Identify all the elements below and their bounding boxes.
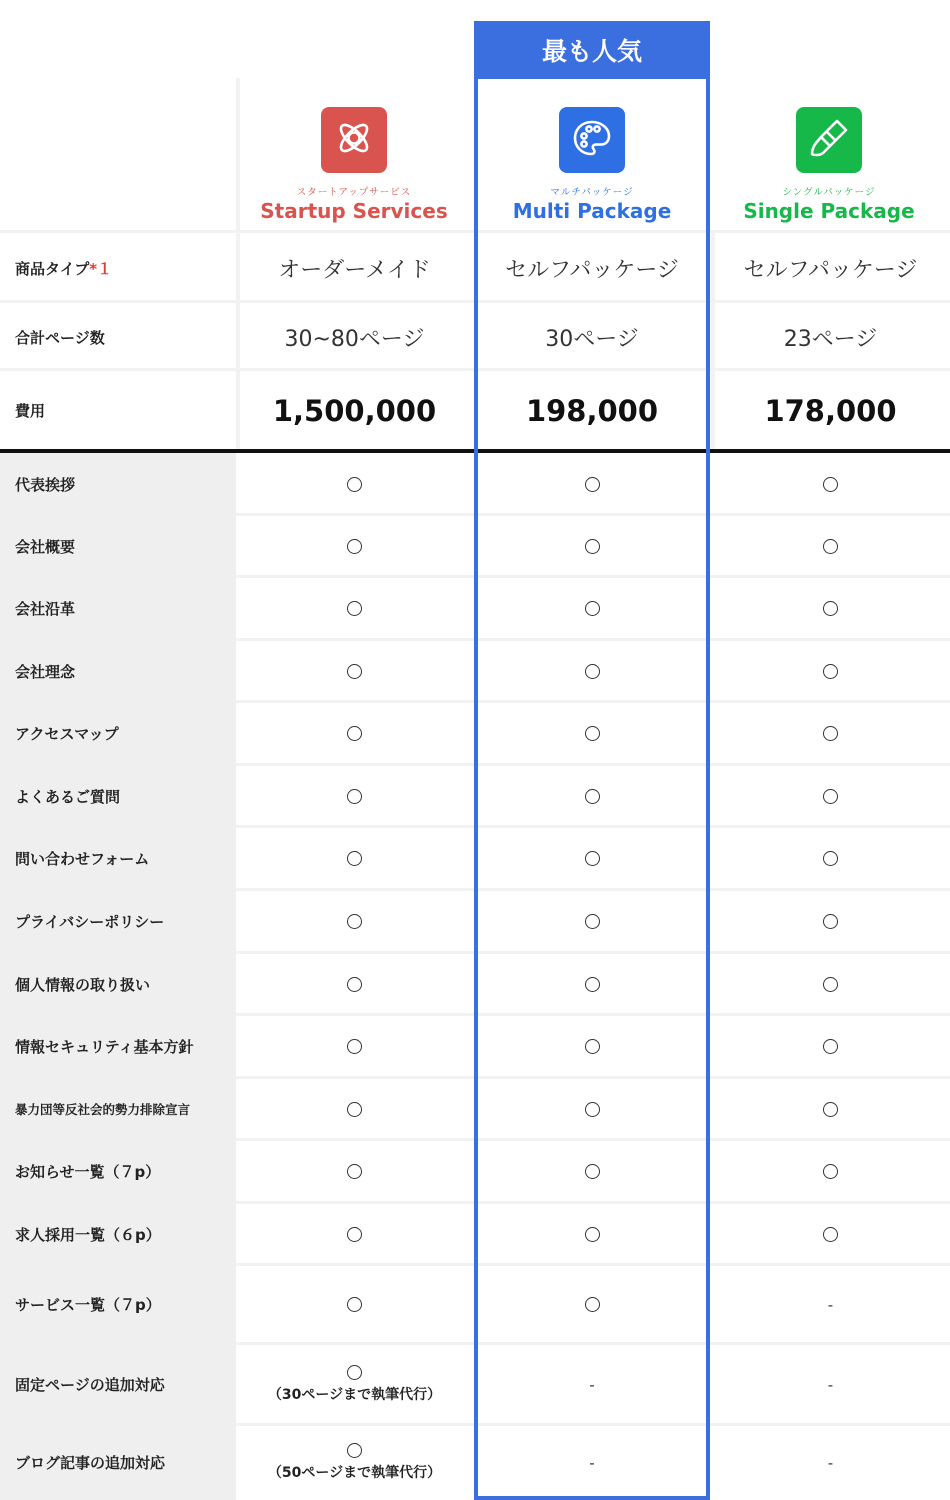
column-divider [236,371,240,450]
included-circle-icon [347,1164,362,1179]
row-label [0,233,236,303]
row-label [0,303,236,371]
feature-note: （50ページまで執筆代行） [267,1465,442,1481]
included-circle-icon [823,1102,838,1117]
feature-availability [474,453,710,515]
feature-availability [474,953,710,1015]
included-circle-icon [823,1164,838,1179]
included-circle-icon [347,789,362,804]
plan-price: 178,000 [764,393,897,428]
footnote-mark: *１ [89,259,113,278]
feature-availability [474,640,710,702]
included-circle-icon [823,664,838,679]
feature-availability [236,1078,473,1140]
not-included-dash: - [827,1453,834,1472]
feature-availability [474,890,710,953]
feature-availability [474,827,710,890]
feature-availability [711,1140,950,1203]
feature-availability [236,640,473,702]
plan-value: 30~80ページ [284,326,425,352]
included-circle-icon [585,977,600,992]
not-included-dash: - [589,1375,595,1394]
feature-availability [236,453,473,515]
included-circle-icon [585,914,600,929]
feature-availability [711,827,950,890]
feature-label: サービス一覧（７p） [0,1265,236,1344]
plan-logo [559,107,625,173]
included-circle-icon [347,1297,362,1312]
included-circle-icon [585,477,600,492]
included-circle-icon [347,1039,362,1054]
feature-availability [236,1015,473,1078]
included-circle-icon [585,664,600,679]
column-divider [236,233,240,303]
brush-icon [807,116,851,164]
included-circle-icon [347,539,362,554]
included-circle-icon [585,789,600,804]
column-divider [474,233,478,303]
column-divider [236,78,240,233]
feature-availability [474,1015,710,1078]
column-divider [711,233,715,303]
feature-label: 個人情報の取り扱い [0,953,236,1015]
feature-availability [711,702,950,765]
feature-availability [711,640,950,702]
feature-availability [711,890,950,953]
feature-availability [474,1344,710,1425]
column-divider [711,371,715,450]
feature-availability [711,453,950,515]
column-divider [474,303,478,371]
plan-value: セルフパッケージ [743,257,918,283]
feature-availability [236,1425,473,1500]
feature-availability [474,1140,710,1203]
plan-logo [321,107,387,173]
feature-label: 代表挨拶 [0,453,236,515]
feature-availability [711,1265,950,1344]
feature-availability [474,765,710,827]
most-popular-label: 最も人気 [541,37,642,66]
feature-availability [236,1203,473,1265]
feature-label: 会社概要 [0,515,236,577]
feature-label: お知らせ一覧（７p） [0,1140,236,1203]
feature-availability [474,1203,710,1265]
included-circle-icon [347,977,362,992]
feature-availability [711,765,950,827]
plan-name: Multi Package [512,199,672,223]
column-divider [474,371,478,450]
feature-label: プライバシーポリシー [0,890,236,953]
feature-availability [474,577,710,640]
feature-label: 情報セキュリティ基本方針 [0,1015,236,1078]
row-label-text: 合計ページ数 [15,328,105,347]
included-circle-icon [585,1164,600,1179]
feature-label: よくあるご質問 [0,765,236,827]
feature-availability [474,515,710,577]
included-circle-icon [823,601,838,616]
feature-availability [236,1344,473,1425]
feature-availability [711,515,950,577]
plan-name: Startup Services [260,199,448,223]
included-circle-icon [347,1102,362,1117]
included-circle-icon [823,539,838,554]
included-circle-icon [823,1039,838,1054]
not-included-dash: - [827,1375,834,1394]
included-circle-icon [823,851,838,866]
plan-header-3 [711,100,947,230]
included-circle-icon [347,601,362,616]
feature-availability [474,1265,710,1344]
column-divider [711,303,715,371]
feature-availability [236,515,473,577]
plan-value: 30ページ [545,326,639,352]
included-circle-icon [347,1365,362,1380]
plan-value: 23ページ [783,326,878,352]
plan-price: 198,000 [525,393,659,428]
not-included-dash: - [827,1295,834,1314]
included-circle-icon [823,977,838,992]
plan-name: Single Package [743,199,915,223]
included-circle-icon [585,539,600,554]
included-circle-icon [347,914,362,929]
feature-label: 会社沿革 [0,577,236,640]
feature-availability [236,1265,473,1344]
row-label-text: 費用 [15,402,46,420]
feature-availability [236,702,473,765]
included-circle-icon [347,1443,362,1458]
included-circle-icon [823,789,838,804]
plan-value: セルフパッケージ [505,257,679,283]
most-popular-banner [474,21,710,79]
plan-price: 1,500,000 [272,393,437,428]
palette-icon [570,116,614,164]
feature-label: 問い合わせフォーム [0,827,236,890]
feature-availability [711,1425,950,1500]
plan-value: オーダーメイド [278,257,431,283]
included-circle-icon [823,726,838,741]
feature-availability [711,1078,950,1140]
plan-subtitle: シングルパッケージ [782,187,876,198]
feature-label: 求人採用一覧（６p） [0,1203,236,1265]
included-circle-icon [347,851,362,866]
feature-availability [236,953,473,1015]
column-divider [236,303,240,371]
feature-availability [236,577,473,640]
included-circle-icon [585,1227,600,1242]
feature-label: ブログ記事の追加対応 [0,1425,236,1500]
included-circle-icon [347,664,362,679]
included-circle-icon [823,477,838,492]
row-label-text: 商品タイプ [15,259,90,278]
row-label [0,371,236,450]
included-circle-icon [585,1102,600,1117]
not-included-dash: - [589,1453,595,1472]
included-circle-icon [347,1227,362,1242]
plan-logo [796,107,862,173]
feature-label: 固定ページの追加対応 [0,1344,236,1425]
plan-header-1 [236,100,472,230]
feature-availability [711,1344,950,1425]
included-circle-icon [823,914,838,929]
feature-label: アクセスマップ [0,702,236,765]
plan-subtitle: マルチパッケージ [550,187,634,198]
atom-icon [332,116,376,164]
feature-availability [474,1425,710,1500]
feature-availability [236,827,473,890]
included-circle-icon [347,477,362,492]
included-circle-icon [823,1227,838,1242]
plan-subtitle: スタートアップサービス [296,187,412,198]
feature-availability [236,890,473,953]
feature-availability [711,953,950,1015]
feature-availability [474,702,710,765]
feature-availability [711,1203,950,1265]
feature-availability [474,1078,710,1140]
included-circle-icon [585,601,600,616]
included-circle-icon [585,726,600,741]
included-circle-icon [585,851,600,866]
feature-availability [711,1015,950,1078]
plan-header-2 [474,100,710,230]
included-circle-icon [347,726,362,741]
feature-label: 会社理念 [0,640,236,702]
feature-availability [236,765,473,827]
feature-availability [711,577,950,640]
included-circle-icon [585,1297,600,1312]
feature-availability [236,1140,473,1203]
feature-label: 暴力団等反社会的勢力排除宣言 [0,1078,236,1140]
feature-note: （30ページまで執筆代行） [267,1387,442,1403]
included-circle-icon [585,1039,600,1054]
